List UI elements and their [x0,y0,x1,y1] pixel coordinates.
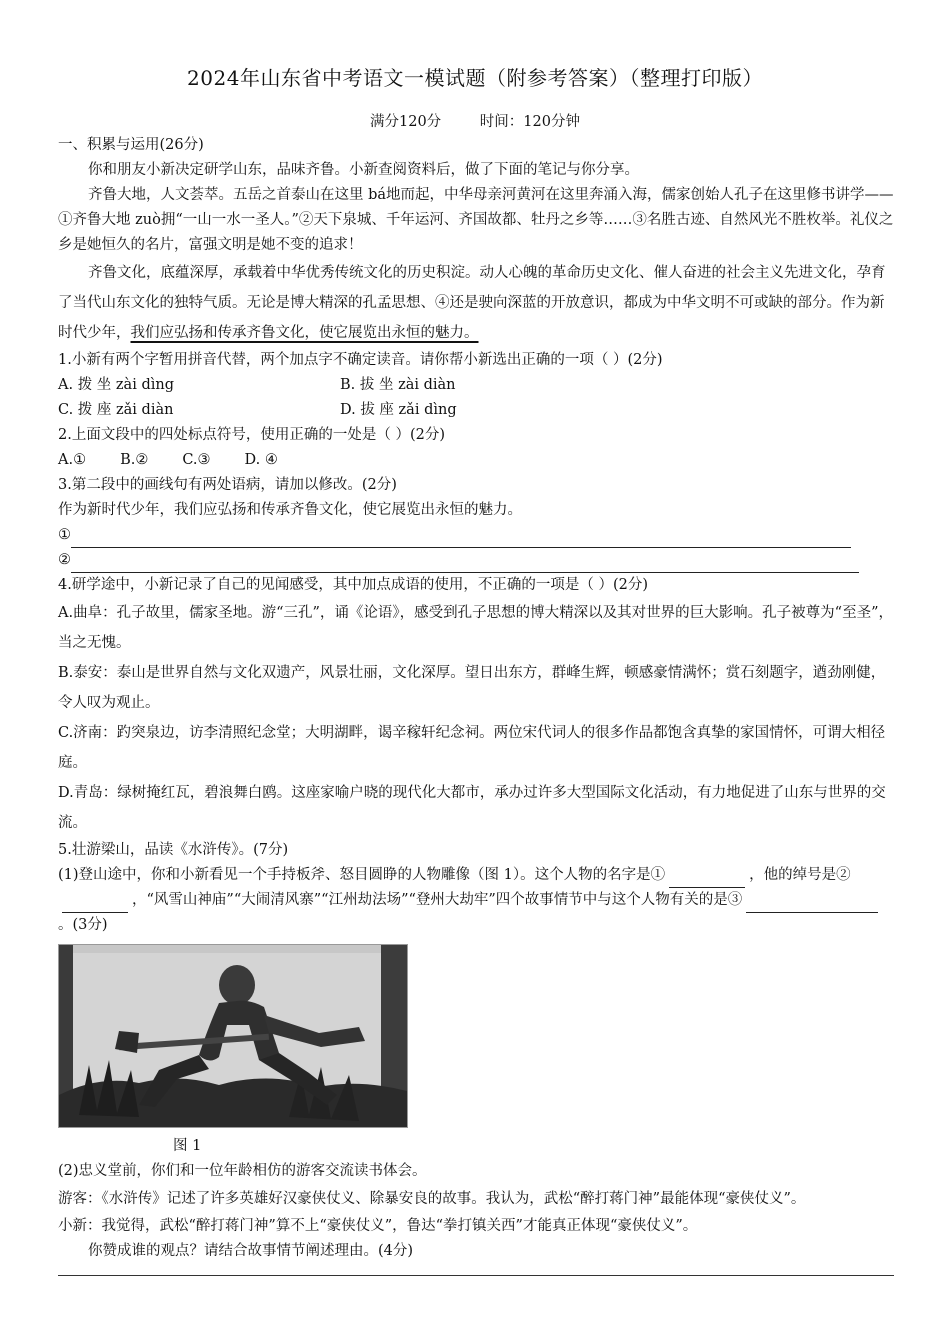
exam-time: 时间：120分钟 [479,114,580,130]
q1-stem: 1.小新有两个字暂用拼音代替，两个加点字不确定读音。请你帮小新选出正确的一项（ ）(2分) [58,352,663,368]
q5-stem: 5.壮游梁山，品读《水浒传》。(7分) [58,842,289,858]
q1-options-row-2 [58,398,894,423]
intro-paragraph: 你和朋友小新决定研学山东，品味齐鲁。小新查阅资料后，做了下面的笔记与你分享。 [88,162,639,178]
full-score: 满分120分 [370,114,442,130]
q3-answer-line-1[interactable] [71,529,851,548]
q5-blank-name[interactable] [669,871,745,888]
q1-option-b[interactable]: B. 拔 坐 zài diàn [340,377,456,393]
q5-part-1-text-a: (1)登山途中，你和小新看见一个手持板斧、怒目圆睁的人物雕像（图 1）。这个人物的名字是① [58,867,666,883]
q3-answer-line-2[interactable] [71,554,859,573]
q2-option-a[interactable]: A.① [58,452,87,468]
exam-meta [0,110,950,131]
q3-sentence: 作为新时代少年，我们应弘扬和传承齐鲁文化，使它展览出永恒的魅力。 [58,502,522,518]
q2-option-c[interactable]: C.③ [182,452,211,468]
q5-part-1-text-c: ，“风雪山神庙”“大闹清风寨”“江州劫法场”“登州大劫牢”四个故事情节中与这个人物有关的是③ [132,892,743,908]
q5-part-1 [58,863,894,938]
q4-option-a[interactable]: A.曲阜：孔子故里，儒家圣地。游“三孔”，诵《论语》，感受到孔子思想的博大精深以及其对世界的巨大影响。孔子被尊为“至圣”，当之无愧。 [58,605,893,651]
section-heading: 一、积累与运用(26分) [58,137,204,153]
q1-option-a[interactable]: A. 拨 坐 zài dìng [58,377,174,393]
q4-option-d[interactable]: D.青岛：绿树掩红瓦，碧浪舞白鸥。这座家喻户晓的现代化大都市，承办过许多大型国际文化活动，有力地促进了山东与世界的交流。 [58,785,886,831]
statue-photo [58,944,408,1128]
q4-stem: 4.研学途中，小新记录了自己的见闻感受，其中加点成语的使用，不正确的一项是（ ）(2分) [58,577,648,593]
notes-paragraph-2-text: 齐鲁文化，底蕴深厚，承载着中华优秀传统文化的历史积淀。动人心魄的革命历史文化、催人奋进的社会主义先进文化，孕育了当代山东文化的独特气质。无论是博大精深的孔孟思想、④还是驶向深蓝的开放意识，都成为中华文明不可或缺的部分。作为新时代少年， [58,265,886,341]
q2-option-d[interactable]: D. ④ [244,452,278,468]
q5-question: 你赞成谁的观点？请结合故事情节阐述理由。(4分) [88,1243,414,1259]
tourist-statement: 游客：《水浒传》记述了许多英雄好汉豪侠仗义、除暴安良的故事。我认为，武松“醉打蒋门神”最能体现“豪侠仗义”。 [58,1191,806,1207]
q5-blank-story[interactable] [746,896,878,913]
q3-answer-2 [58,548,894,573]
q3-answer-1 [58,523,894,548]
q4-option-c[interactable]: C.济南：趵突泉边，访李清照纪念堂；大明湖畔，谒辛稼轩纪念祠。两位宋代词人的很多作品都饱含真挚的家国情怀，可谓大相径庭。 [58,725,886,771]
xiaoxin-statement: 小新：我觉得，武松“醉打蒋门神”算不上“豪侠仗义”，鲁达“拳打镇关西”才能真正体现“豪侠仗义”。 [58,1218,698,1234]
q4-option-b[interactable]: B.泰安：泰山是世界自然与文化双遗产，风景壮丽，文化深厚。望日出东方，群峰生辉，顿感豪情满怀；赏石刻题字，遒劲刚健，令人叹为观止。 [58,665,886,711]
q3-stem: 3.第二段中的画线句有两处语病，请加以修改。(2分) [58,477,397,493]
bottom-rule [58,1275,894,1276]
q5-part-1-text-d: 。(3分) [58,917,108,933]
notes-paragraph-1: 齐鲁大地，人文荟萃。五岳之首泰山在这里 bá地而起，中华母亲河黄河在这里奔涌入海，儒家创始人孔子在这里修书讲学——①齐鲁大地 zuò拥“一山一水一圣人。”②天下泉城、千年运河、齐国故都、牡丹之乡等……③名胜古迹、自然风光不胜枚举。礼仪之乡是她恒久的名片，富强文明是她不变的追求！ [58,187,894,253]
q2-option-b[interactable]: B.② [120,452,149,468]
q1-option-c[interactable]: C. 拨 座 zǎi diàn [58,402,174,418]
notes-paragraph-2 [58,258,894,348]
figure-caption: 图 1 [173,1138,202,1154]
q5-part-1-text-b: ，他的绰号是② [749,867,851,883]
statue-photo-image [59,945,407,1127]
underlined-sentence: 我们应弘扬和传承齐鲁文化，使它展览出永恒的魅力。 [130,325,479,341]
document-title: 2024年山东省中考语文一模试题（附参考答案）（整理打印版） [187,66,763,90]
q2-options [58,448,894,473]
q2-stem: 2.上面文段中的四处标点符号，使用正确的一处是（ ）(2分) [58,427,445,443]
q1-option-d[interactable]: D. 拔 座 zǎi dìng [340,402,457,418]
q3-blank-1-label: ① [58,527,71,543]
q5-blank-nickname[interactable] [62,896,128,913]
q1-options-row-1 [58,373,894,398]
q5-part-2: (2)忠义堂前，你们和一位年龄相仿的游客交流读书体会。 [58,1163,427,1179]
q3-blank-2-label: ② [58,552,71,568]
exam-content [58,133,894,1264]
